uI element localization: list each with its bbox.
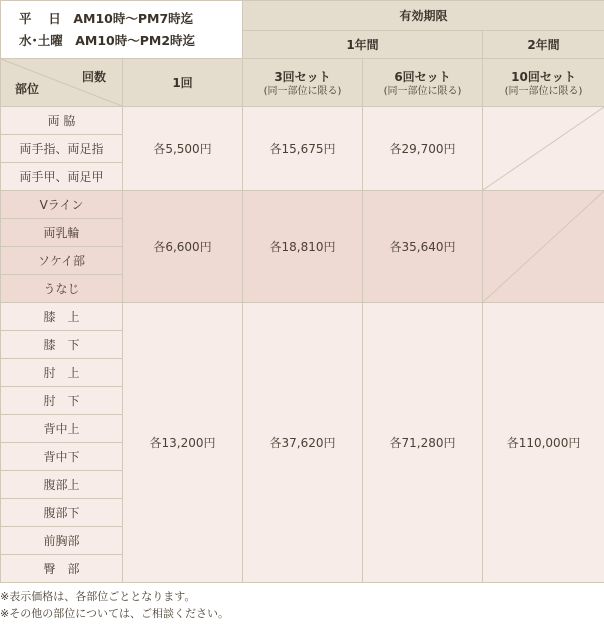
hours-wed-sat: 水･土曜 AM10時～PM2時迄 [19, 32, 196, 48]
part-cell: 腹部下 [1, 499, 123, 527]
part-cell: 両手甲、両足甲 [1, 163, 123, 191]
part-cell: 両手指、両足指 [1, 135, 123, 163]
price-set6: 各35,640円 [363, 191, 483, 303]
part-cell: 肘 上 [1, 359, 123, 387]
price-set3: 各18,810円 [243, 191, 363, 303]
validity-header: 有効期限 [243, 1, 604, 31]
price-once: 各6,600円 [123, 191, 243, 303]
part-cell: 膝 下 [1, 331, 123, 359]
business-hours [1, 1, 243, 59]
part-cell: 膝 上 [1, 303, 123, 331]
price-set10: 各110,000円 [483, 303, 604, 583]
part-cell: 両 脇 [1, 107, 123, 135]
part-cell: Vライン [1, 191, 123, 219]
set3-note: (同一部位に限る) [263, 85, 342, 97]
note-other-parts: ※その他の部位については、ご相談ください。 [0, 607, 229, 620]
price-set6: 各29,700円 [363, 107, 483, 191]
price-once: 各13,200円 [123, 303, 243, 583]
one-year-header: 1年間 [243, 31, 483, 59]
part-cell: ソケイ部 [1, 247, 123, 275]
part-cell: 背中下 [1, 443, 123, 471]
set3-header: 3回セット (同一部位に限る) [243, 59, 363, 107]
hours-weekday: 平 日 AM10時～PM7時迄 [19, 10, 194, 26]
once-header: 1回 [123, 59, 243, 107]
part-cell: 前胸部 [1, 527, 123, 555]
not-available-cell [483, 191, 604, 303]
count-part-header [1, 59, 123, 107]
set6-note: (同一部位に限る) [383, 85, 462, 97]
price-set3: 各37,620円 [243, 303, 363, 583]
note-price-per-part: ※表示価格は、各部位ごととなります。 [0, 590, 196, 603]
price-set6: 各71,280円 [363, 303, 483, 583]
two-years-header: 2年間 [483, 31, 604, 59]
part-cell: 両乳輪 [1, 219, 123, 247]
not-available-cell [483, 107, 604, 191]
part-cell: 背中上 [1, 415, 123, 443]
set10-header: 10回セット (同一部位に限る) [483, 59, 604, 107]
count-label: 回数 [81, 70, 106, 84]
price-set3: 各15,675円 [243, 107, 363, 191]
price-once: 各5,500円 [123, 107, 243, 191]
part-cell: うなじ [1, 275, 123, 303]
set10-note: (同一部位に限る) [504, 85, 583, 97]
part-cell: 肘 下 [1, 387, 123, 415]
part-label: 部位 [15, 82, 40, 96]
part-cell: 臀 部 [1, 555, 123, 583]
part-cell: 腹部上 [1, 471, 123, 499]
set6-header: 6回セット (同一部位に限る) [363, 59, 483, 107]
